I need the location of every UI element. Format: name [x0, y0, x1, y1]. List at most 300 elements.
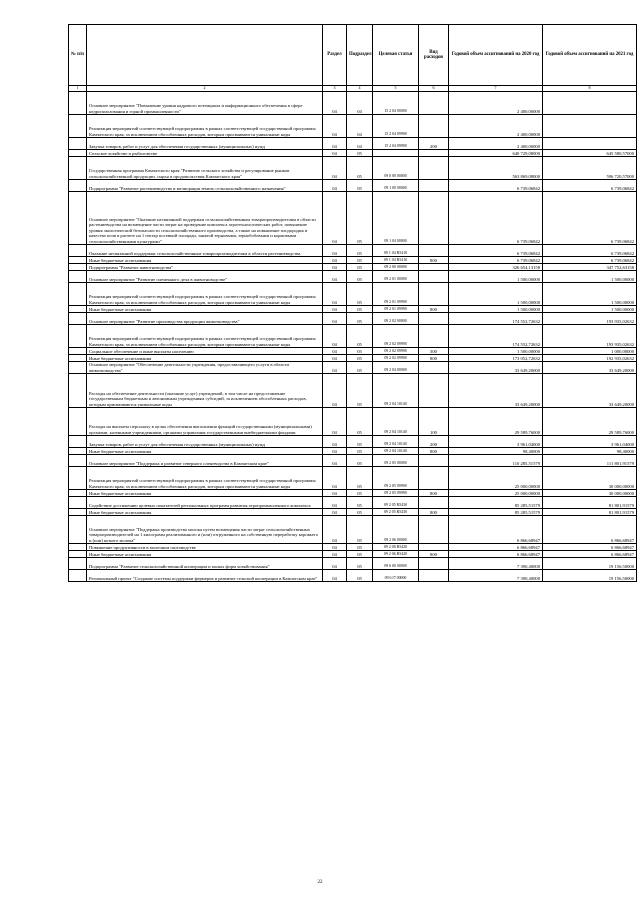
table-row [69, 516, 637, 544]
razdel-cell: 04 [323, 355, 347, 362]
amount-2020-cell: 2 400,00000 [449, 138, 543, 150]
target-article-cell: 09 2 05 09990 [373, 467, 419, 490]
row-num-cell [69, 325, 87, 348]
target-article-cell: 09 2 05 R5430 [373, 497, 419, 509]
target-article-cell [373, 150, 419, 157]
table-row [69, 558, 637, 570]
item-name-cell: Основное мероприятие "Развитие производства продукции животноводства" [87, 313, 323, 325]
amount-2021-cell: 6 739,06842 [543, 192, 637, 245]
table-row [69, 245, 637, 257]
amount-2020-cell: 25 000,00000 [449, 490, 543, 497]
razdel-cell: 04 [323, 306, 347, 313]
amount-2020-cell: 1 500,00000 [449, 306, 543, 313]
index-cell: 8 [543, 86, 637, 92]
podrazdel-cell: 05 [347, 271, 373, 283]
amount-2020-cell: 33 649,20000 [449, 374, 543, 408]
target-article-cell: 09 2 01 00000 [373, 271, 419, 283]
amount-2021-cell: 6 739,06842 [543, 180, 637, 192]
table-row [69, 180, 637, 192]
amount-2020-cell: 6 866,68947 [449, 544, 543, 551]
amount-2020-cell: 6 739,06842 [449, 245, 543, 257]
amount-2021-cell: 1 500,00000 [543, 306, 637, 313]
row-num-cell [69, 150, 87, 157]
amount-2021-cell: 33 649,20000 [543, 362, 637, 374]
amount-2021-cell: 596 720,57000 [543, 157, 637, 180]
table-row [69, 271, 637, 283]
expense-type-cell [419, 271, 449, 283]
table-row [69, 257, 637, 264]
target-article-cell: 09 2 01 09990 [373, 283, 419, 306]
expense-type-cell: 800 [419, 490, 449, 497]
expense-type-cell [419, 325, 449, 348]
row-num-cell [69, 467, 87, 490]
expense-type-cell [419, 497, 449, 509]
item-name-cell: Основное мероприятие "Оказание несвязанной поддержки сельскохозяйственным товаропроизводителям в области растениеводства на возмещение части затрат на проведение комплекса агротехнологических работ, повышение уровня экологической безопасности сельскохозяйственного производства, а также на повышение плодородия и качества почв в расчете на 1 гектар посевной площади, занятой зерновыми, зернобобовыми и кормовыми сельскохозяйственными культурами" [87, 192, 323, 245]
razdel-cell: 04 [323, 509, 347, 516]
row-num-cell [69, 348, 87, 355]
amount-2020-cell: 6 739,06842 [449, 192, 543, 245]
index-cell: 1 [69, 86, 87, 92]
table-row [69, 408, 637, 436]
row-num-cell [69, 283, 87, 306]
razdel-cell: 04 [323, 92, 347, 115]
row-num-cell [69, 115, 87, 138]
razdel-cell: 04 [323, 348, 347, 355]
podrazdel-cell: 05 [347, 306, 373, 313]
table-row [69, 264, 637, 271]
item-name-cell: Подпрограмма "Развитие сельскохозяйственной кооперации и малых форм хозяйствования" [87, 558, 323, 570]
podrazdel-cell: 05 [347, 245, 373, 257]
amount-2020-cell: 6 866,68947 [449, 551, 543, 558]
razdel-cell: 04 [323, 325, 347, 348]
amount-2021-cell: 193 935,02632 [543, 313, 637, 325]
row-num-cell [69, 157, 87, 180]
expense-type-cell [419, 362, 449, 374]
item-name-cell: Иные бюджетные ассигнования [87, 306, 323, 313]
target-article-cell: 09 2 02 09990 [373, 348, 419, 355]
podrazdel-cell: 05 [347, 180, 373, 192]
amount-2020-cell: 3 961,04000 [449, 436, 543, 448]
item-name-cell: Реализация мероприятий соответствующей подпрограммы в рамках соответствующей государственной программы Камчатского края, за исключением обособленных расходов, которым присваиваются уникальные коды [87, 283, 323, 306]
amount-2020-cell: 173 052,72632 [449, 355, 543, 362]
table-row [69, 362, 637, 374]
amount-2021-cell: 81 801,91579 [543, 497, 637, 509]
row-num-cell [69, 257, 87, 264]
amount-2021-cell: 1 000,00000 [543, 348, 637, 355]
table-row [69, 348, 637, 355]
item-name-cell: Иные бюджетные ассигнования [87, 551, 323, 558]
row-num-cell [69, 455, 87, 467]
amount-2021-cell [543, 92, 637, 115]
item-name-cell: Подпрограмма "Развитие животноводства" [87, 264, 323, 271]
podrazdel-cell: 05 [347, 467, 373, 490]
razdel-cell: 04 [323, 150, 347, 157]
target-article-cell: 09 2 06 R5420 [373, 544, 419, 551]
amount-2021-cell: 193 935,02632 [543, 325, 637, 348]
expense-type-cell [419, 313, 449, 325]
amount-2021-cell: 111 801,91579 [543, 455, 637, 467]
amount-2021-cell: 29 589,76000 [543, 408, 637, 436]
target-article-cell: 09 2 01 09990 [373, 306, 419, 313]
target-article-cell: 09 1 04 00000 [373, 192, 419, 245]
amount-2020-cell: 6 739,06842 [449, 257, 543, 264]
podrazdel-cell: 05 [347, 551, 373, 558]
podrazdel-cell: 05 [347, 497, 373, 509]
podrazdel-cell: 05 [347, 436, 373, 448]
item-name-cell: Реализация мероприятий соответствующей подпрограммы в рамках соответствующей государственной программы Камчатского края, за исключением обособленных расходов, которым присваиваются уникальные коды [87, 325, 323, 348]
table-row [69, 467, 637, 490]
row-num-cell [69, 448, 87, 455]
amount-2020-cell: 1 500,00000 [449, 283, 543, 306]
table-row [69, 374, 637, 408]
table-row [69, 509, 637, 516]
item-name-cell: Подпрограмма "Развитие растениеводства и мелиорация земель сельскохозяйственного назначения" [87, 180, 323, 192]
amount-2020-cell: 174 552,72632 [449, 325, 543, 348]
row-num-cell [69, 245, 87, 257]
row-num-cell [69, 92, 87, 115]
amount-2020-cell: 174 552,72632 [449, 313, 543, 325]
razdel-cell: 04 [323, 374, 347, 408]
expense-type-cell: 300 [419, 348, 449, 355]
razdel-cell: 04 [323, 448, 347, 455]
podrazdel-cell: 05 [347, 490, 373, 497]
target-article-cell: 09 2 04 00000 [373, 362, 419, 374]
expense-type-cell: 800 [419, 551, 449, 558]
podrazdel-cell: 05 [347, 325, 373, 348]
table-row [69, 283, 637, 306]
table-row [69, 192, 637, 245]
amount-2020-cell: 85 285,51579 [449, 497, 543, 509]
amount-2021-cell [543, 115, 637, 138]
item-name-cell: Содействие достижению целевых показателей региональных программ развития агропромышленного комплекса [87, 497, 323, 509]
razdel-cell: 04 [323, 558, 347, 570]
amount-2021-cell: 1 500,00000 [543, 271, 637, 283]
razdel-cell: 04 [323, 313, 347, 325]
amount-2020-cell: 6 739,06842 [449, 180, 543, 192]
razdel-cell: 04 [323, 436, 347, 448]
item-name-cell: Основное мероприятие "Развитие племенного дела в животноводстве" [87, 271, 323, 283]
expense-type-cell: 200 [419, 436, 449, 448]
expense-type-cell [419, 245, 449, 257]
expense-type-cell: 100 [419, 408, 449, 436]
expense-type-cell [419, 92, 449, 115]
expense-type-cell [419, 558, 449, 570]
amount-2021-cell: 192 935,02632 [543, 355, 637, 362]
item-name-cell: Социальное обеспечение и иные выплаты населению [87, 348, 323, 355]
podrazdel-cell: 05 [347, 570, 373, 582]
podrazdel-cell: 05 [347, 362, 373, 374]
row-num-cell [69, 355, 87, 362]
amount-2021-cell: 6 866,68947 [543, 551, 637, 558]
header-2021: Годовой объем ассигнований на 2021 год [543, 25, 637, 86]
razdel-cell: 04 [323, 516, 347, 544]
razdel-cell: 04 [323, 283, 347, 306]
item-name-cell: Основное мероприятие "Поддержка производства молока путем возмещения части затрат сельскохозяйственных товаропроизводителей на 1 килограмм реализованного и (или) отгруженного на собственную переработку коровьего и (или) козьего молока" [87, 516, 323, 544]
razdel-cell: 04 [323, 157, 347, 180]
item-name-cell: Расходы на выплаты персоналу в целях обеспечения выполнения функций государственными (муниципальными) органами, казенными учреждениями, органами управления государственными внебюджетными фондами [87, 408, 323, 436]
item-name-cell: Иные бюджетные ассигнования [87, 257, 323, 264]
podrazdel-cell: 05 [347, 509, 373, 516]
podrazdel-cell: 05 [347, 192, 373, 245]
target-article-cell: 09 2 04 10140 [373, 408, 419, 436]
index-cell: 4 [347, 86, 373, 92]
table-row [69, 490, 637, 497]
expense-type-cell [419, 115, 449, 138]
item-name-cell: Оказание несвязанной поддержки сельскохозяйственным товаропроизводителям в области растениеводства [87, 245, 323, 257]
item-name-cell: Государственная программа Камчатского края "Развитие сельского хозяйства и регулирование рынков сельскохозяйственной продукции, сырья и продовольствия Камчатского края" [87, 157, 323, 180]
row-num-cell [69, 138, 87, 150]
amount-2021-cell: 6 739,06842 [543, 257, 637, 264]
amount-2021-cell: 98,40000 [543, 448, 637, 455]
row-num-cell [69, 490, 87, 497]
amount-2020-cell: 2 400,00000 [449, 115, 543, 138]
razdel-cell: 04 [323, 245, 347, 257]
item-name-cell: Основное мероприятие "Поддержка и развитие северного оленеводства в Камчатском крае" [87, 455, 323, 467]
amount-2020-cell: 2 400,00000 [449, 92, 543, 115]
item-name-cell: Закупка товаров, работ и услуг для обеспечения государственных (муниципальных) нужд [87, 436, 323, 448]
amount-2020-cell: 85 285,51579 [449, 509, 543, 516]
table-row [69, 325, 637, 348]
expense-type-cell [419, 192, 449, 245]
amount-2021-cell: 81 801,91579 [543, 509, 637, 516]
expense-type-cell [419, 516, 449, 544]
expense-type-cell [419, 283, 449, 306]
table-row [69, 138, 637, 150]
item-name-cell: Повышение продуктивности в молочном скотоводстве [87, 544, 323, 551]
amount-2020-cell: 110 285,51579 [449, 455, 543, 467]
expense-type-cell [419, 374, 449, 408]
target-article-cell: 09 1 00 00000 [373, 180, 419, 192]
amount-2020-cell: 25 000,00000 [449, 467, 543, 490]
item-name-cell: Расходы на обеспечение деятельности (оказание услуг) учреждений, в том числе на предоставление государственным бюджетным и автономным учреждениям субсидий, за исключением обособленных расходов, которым присваиваются уникальные коды [87, 374, 323, 408]
row-num-cell [69, 313, 87, 325]
podrazdel-cell: 04 [347, 115, 373, 138]
target-article-cell: 09 2 05 R5430 [373, 509, 419, 516]
expense-type-cell [419, 180, 449, 192]
row-num-cell [69, 408, 87, 436]
item-name-cell: Иные бюджетные ассигнования [87, 490, 323, 497]
header-razdel: Раздел [323, 25, 347, 86]
header-target-article: Целевая статья [373, 25, 419, 86]
target-article-cell: 09 2 00 00000 [373, 264, 419, 271]
table-row [69, 544, 637, 551]
item-name-cell: Иные бюджетные ассигнования [87, 355, 323, 362]
podrazdel-cell: 05 [347, 283, 373, 306]
row-num-cell [69, 509, 87, 516]
razdel-cell: 04 [323, 455, 347, 467]
table-row [69, 551, 637, 558]
target-article-cell: 09 1 04 R5410 [373, 257, 419, 264]
expense-type-cell: 800 [419, 257, 449, 264]
amount-2020-cell: 33 649,20000 [449, 362, 543, 374]
podrazdel-cell: 05 [347, 544, 373, 551]
item-name-cell: Иные бюджетные ассигнования [87, 509, 323, 516]
razdel-cell: 04 [323, 408, 347, 436]
item-name-cell: Закупка товаров, работ и услуг для обеспечения государственных (муниципальных) нужд [87, 138, 323, 150]
index-cell: 6 [419, 86, 449, 92]
amount-2020-cell: 29 589,76000 [449, 408, 543, 436]
row-num-cell [69, 436, 87, 448]
podrazdel-cell: 05 [347, 157, 373, 180]
table-header-row [69, 25, 637, 86]
amount-2021-cell: 3 961,04000 [543, 436, 637, 448]
razdel-cell: 04 [323, 115, 347, 138]
row-num-cell [69, 558, 87, 570]
podrazdel-cell: 05 [347, 408, 373, 436]
row-num-cell [69, 192, 87, 245]
target-article-cell: 15 2 04 09990 [373, 138, 419, 150]
target-article-cell: 09 2 04 10140 [373, 448, 419, 455]
row-num-cell [69, 374, 87, 408]
razdel-cell: 04 [323, 570, 347, 582]
expense-type-cell [419, 264, 449, 271]
table-row [69, 570, 637, 582]
target-article-cell: 15 2 04 09990 [373, 115, 419, 138]
razdel-cell: 04 [323, 490, 347, 497]
amount-2020-cell: 1 500,00000 [449, 271, 543, 283]
budget-page [68, 24, 636, 582]
item-name-cell: Региональный проект "Создание системы поддержки фермеров и развитие сельской кооперации в Камчатском крае" [87, 570, 323, 582]
row-num-cell [69, 264, 87, 271]
row-num-cell [69, 544, 87, 551]
item-name-cell: Основное мероприятие "Повышение уровня кадрового потенциала и информационного обеспечения в сфере недропользования и горной промышленности" [87, 92, 323, 115]
expense-type-cell [419, 150, 449, 157]
row-num-cell [69, 362, 87, 374]
amount-2020-cell: 563 869,08000 [449, 157, 543, 180]
amount-2021-cell: 347 752,63158 [543, 264, 637, 271]
razdel-cell: 04 [323, 257, 347, 264]
amount-2021-cell: 19 156,50000 [543, 558, 637, 570]
index-cell: 7 [449, 86, 543, 92]
amount-2020-cell: 98,40000 [449, 448, 543, 455]
amount-2020-cell: 1 500,00000 [449, 348, 543, 355]
target-article-cell: 09 1 04 R5410 [373, 245, 419, 257]
amount-2020-cell: 6 866,68947 [449, 516, 543, 544]
podrazdel-cell: 05 [347, 558, 373, 570]
index-cell: 2 [87, 86, 323, 92]
amount-2020-cell: 326 654,13158 [449, 264, 543, 271]
razdel-cell: 04 [323, 551, 347, 558]
index-cell: 3 [323, 86, 347, 92]
target-article-cell: 09 0 00 00000 [373, 157, 419, 180]
table-row [69, 306, 637, 313]
target-article-cell: 09 2 05 09990 [373, 490, 419, 497]
target-article-cell: 09 2 02 09990 [373, 325, 419, 348]
table-row [69, 157, 637, 180]
row-num-cell [69, 497, 87, 509]
table-row [69, 455, 637, 467]
target-article-cell: 09 2 02 00000 [373, 313, 419, 325]
header-name [87, 25, 323, 86]
header-num: № п/п [69, 25, 87, 86]
expense-type-cell [419, 455, 449, 467]
razdel-cell: 04 [323, 467, 347, 490]
podrazdel-cell: 04 [347, 138, 373, 150]
amount-2020-cell: 7 390,40000 [449, 558, 543, 570]
amount-2021-cell: 30 000,00000 [543, 467, 637, 490]
razdel-cell: 04 [323, 271, 347, 283]
item-name-cell: Реализация мероприятий соответствующей подпрограммы в рамках соответствующей государственной программы Камчатского края, за исключением обособленных расходов, которым присваиваются уникальные коды [87, 467, 323, 490]
row-num-cell [69, 271, 87, 283]
target-article-cell: 09 2 02 09990 [373, 355, 419, 362]
razdel-cell: 04 [323, 362, 347, 374]
podrazdel-cell: 04 [347, 92, 373, 115]
razdel-cell: 04 [323, 264, 347, 271]
table-row [69, 92, 637, 115]
expense-type-cell: 800 [419, 306, 449, 313]
amount-2021-cell: 19 156,50000 [543, 570, 637, 582]
expense-type-cell [419, 544, 449, 551]
razdel-cell: 04 [323, 138, 347, 150]
item-name-cell: Иные бюджетные ассигнования [87, 448, 323, 455]
row-num-cell [69, 551, 87, 558]
table-row [69, 355, 637, 362]
target-article-cell: 09 6 I7 00000 [373, 570, 419, 582]
expense-type-cell: 800 [419, 448, 449, 455]
amount-2020-cell: 7 390,40000 [449, 570, 543, 582]
amount-2021-cell: 33 649,20000 [543, 374, 637, 408]
page-number: 22 [317, 880, 323, 885]
header-expense-type: Вид расходов [419, 25, 449, 86]
item-name-cell: Реализация мероприятий соответствующей подпрограммы в рамках соответствующей государственной программы Камчатского края, за исключением обособленных расходов, которым присваиваются уникальные коды [87, 115, 323, 138]
amount-2021-cell: 645 580,57000 [543, 150, 637, 157]
razdel-cell: 04 [323, 180, 347, 192]
amount-2021-cell [543, 138, 637, 150]
podrazdel-cell: 05 [347, 264, 373, 271]
row-num-cell [69, 306, 87, 313]
podrazdel-cell: 05 [347, 355, 373, 362]
expense-type-cell: 800 [419, 355, 449, 362]
razdel-cell: 04 [323, 497, 347, 509]
table-row [69, 448, 637, 455]
target-article-cell: 09 2 04 10140 [373, 374, 419, 408]
expense-type-cell: 800 [419, 509, 449, 516]
amount-2021-cell: 1 500,00000 [543, 283, 637, 306]
amount-2021-cell: 30 000,00000 [543, 490, 637, 497]
podrazdel-cell: 05 [347, 313, 373, 325]
table-row [69, 497, 637, 509]
row-num-cell [69, 516, 87, 544]
table-row [69, 436, 637, 448]
header-podrazdel: Подраздел [347, 25, 373, 86]
podrazdel-cell: 05 [347, 516, 373, 544]
expense-type-cell: 200 [419, 138, 449, 150]
budget-table [68, 24, 637, 582]
podrazdel-cell: 05 [347, 348, 373, 355]
row-num-cell [69, 180, 87, 192]
target-article-cell: 09 2 06 00000 [373, 516, 419, 544]
razdel-cell: 04 [323, 192, 347, 245]
item-name-cell: Основное мероприятие "Обеспечение деятельности учреждения, предоставляющего услуги в области животноводства" [87, 362, 323, 374]
target-article-cell: 09 2 04 10140 [373, 436, 419, 448]
podrazdel-cell: 05 [347, 374, 373, 408]
table-row [69, 115, 637, 138]
podrazdel-cell: 05 [347, 448, 373, 455]
podrazdel-cell: 05 [347, 455, 373, 467]
expense-type-cell [419, 570, 449, 582]
item-name-cell: Сельское хозяйство и рыболовство [87, 150, 323, 157]
table-row [69, 313, 637, 325]
razdel-cell: 04 [323, 544, 347, 551]
header-2020: Годовой объем ассигнований на 2020 год [449, 25, 543, 86]
table-row [69, 150, 637, 157]
amount-2021-cell: 6 739,06842 [543, 245, 637, 257]
row-num-cell [69, 570, 87, 582]
target-article-cell: 09 2 06 R5420 [373, 551, 419, 558]
target-article-cell: 09 6 00 00000 [373, 558, 419, 570]
amount-2021-cell: 6 866,68947 [543, 544, 637, 551]
amount-2020-cell: 640 729,08000 [449, 150, 543, 157]
